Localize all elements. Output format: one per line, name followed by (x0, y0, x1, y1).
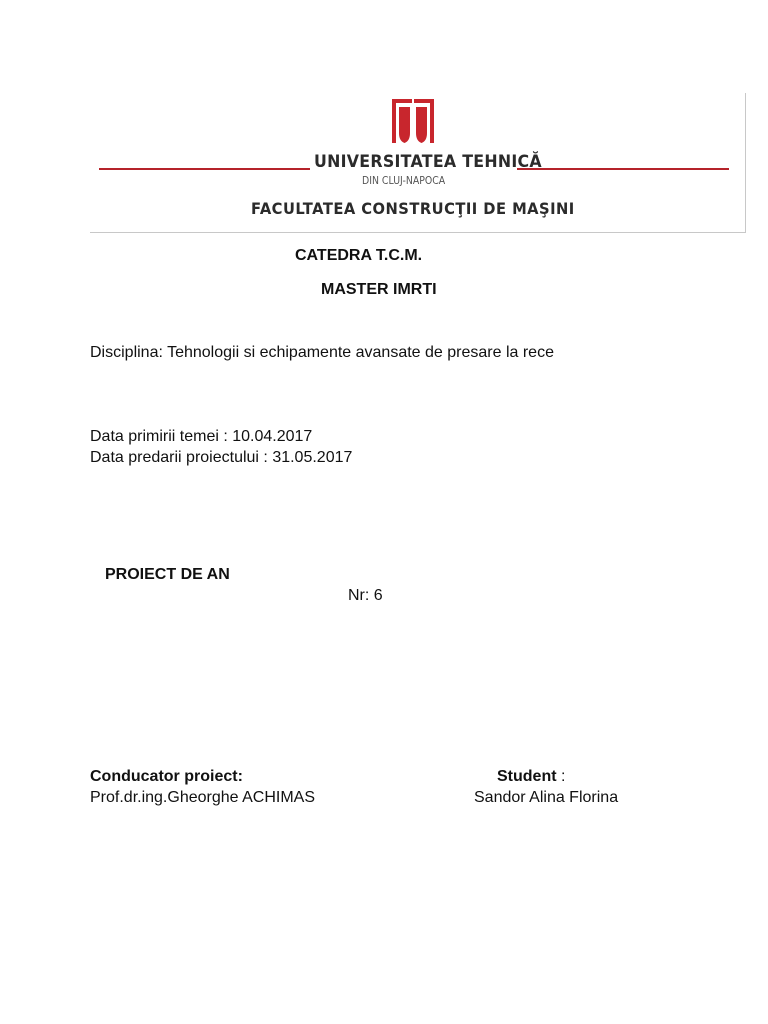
header-border (745, 93, 746, 233)
student-name: Sandor Alina Florina (474, 789, 619, 806)
supervisor-label: Conducator proiect: (90, 768, 243, 785)
supervisor-name: Prof.dr.ing.Gheorghe ACHIMAS (90, 789, 315, 806)
university-name: UNIVERSITATEA TEHNICĂ (314, 152, 542, 172)
date-delivered: Data predarii proiectului : 31.05.2017 (90, 449, 353, 466)
university-logo-icon (388, 97, 438, 147)
header-border (90, 232, 746, 233)
student-heading (497, 768, 565, 786)
faculty-name: FACULTATEA CONSTRUCŢII DE MAŞINI (251, 199, 575, 218)
discipline-line: Disciplina: Tehnologii si echipamente avansate de presare la rece (90, 344, 554, 361)
project-number: Nr: 6 (348, 587, 383, 604)
university-city: DIN CLUJ-NAPOCA (362, 174, 446, 187)
project-title: PROIECT DE AN (105, 566, 230, 583)
header-rule-left (99, 168, 310, 170)
student-label: Student (497, 768, 557, 785)
header-rule-right (517, 168, 729, 170)
department-title: CATEDRA T.C.M. (295, 247, 423, 264)
program-title: MASTER IMRTI (321, 281, 437, 298)
date-received: Data primirii temei : 10.04.2017 (90, 428, 313, 445)
student-separator: : (556, 768, 566, 785)
